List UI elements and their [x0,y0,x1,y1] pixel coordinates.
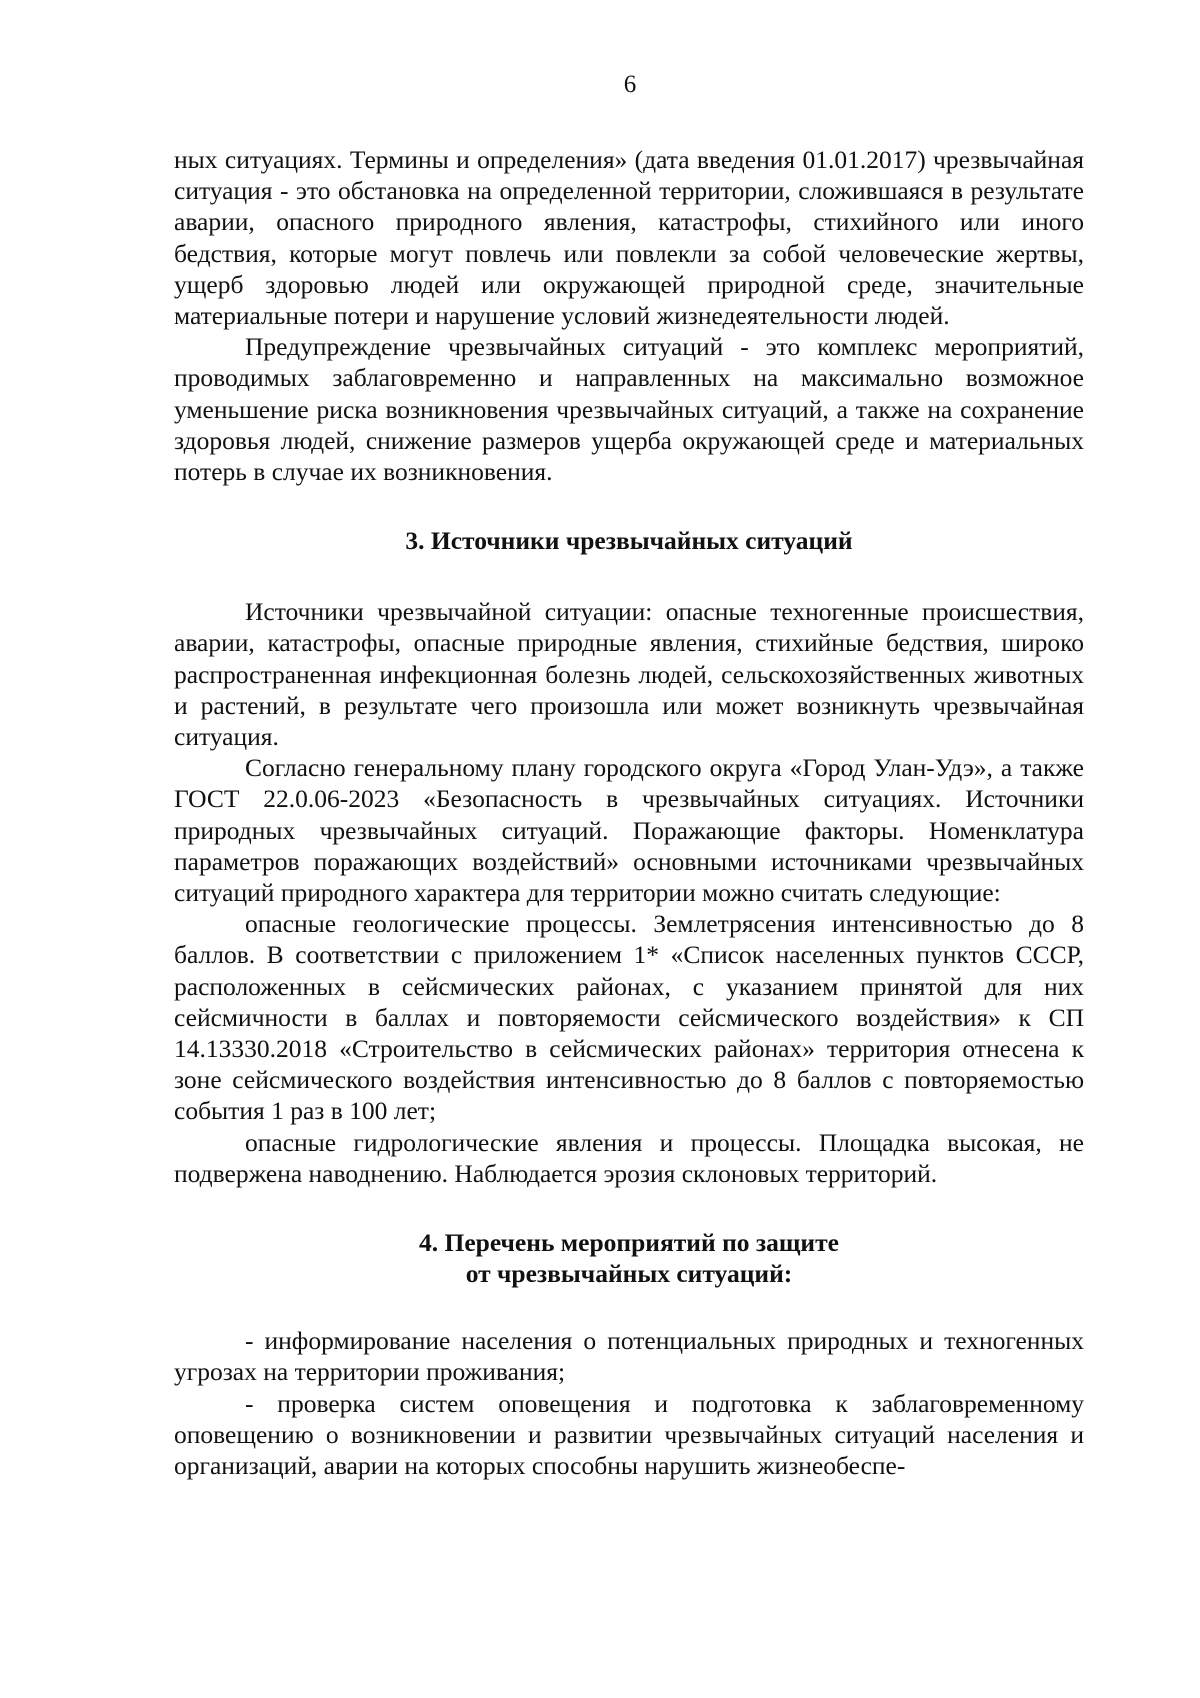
section-3-paragraph-general-plan: Согласно генеральному плану городского округа «Город Улан-Удэ», а также ГОСТ 22.0.06-2023 «Безопасность в чрезвычайных ситуациях. Источники природных чрезвычайных ситуаций. Поражающие факторы. Номенклатура параметров поражающих воздействий» основными источниками чрезвычайных ситуаций природного характера для территории можно считать следующие: [174,753,1084,908]
section-4-heading-line-1: 4. Перечень мероприятий по защите [419,1228,839,1258]
section-4-item-warning-systems: - проверка систем оповещения и подготовка к заблаговременному оповещению о возникновении и развитии чрезвычайных ситуаций населения и организаций, аварии на которых способны нарушить жизнеобеспе- [174,1388,1084,1480]
section-4-heading-line-2: от чрезвычайных ситуаций: [465,1259,793,1289]
section-4-heading [174,1227,1084,1289]
intro-paragraph-continued: ных ситуациях. Термины и определения» (дата введения 01.01.2017) чрезвычайная ситуация - это обстановка на определенной территории, сложившаяся в результате аварии, опасного природного явления, катастрофы, стихийного или иного бедствия, которые могут повлечь или повлекли за собой человеческие жертвы, ущерб здоровью людей или окружающей природной среде, значительные материальные потери и нарушение условий жизнедеятельности людей. [174,145,1084,331]
section-4-item-informing: - информирование населения о потенциальных природных и техногенных угрозах на территории проживания; [174,1326,1084,1387]
intro-paragraph-prevention: Предупреждение чрезвычайных ситуаций - это комплекс мероприятий, проводимых заблаговременно и направленных на максимально возможное уменьшение риска возникновения чрезвычайных ситуаций, а также на сохранение здоровья людей, снижение размеров ущерба окружающей среде и материальных потерь в случае их возникновения. [174,332,1084,487]
section-3-heading: 3. Источники чрезвычайных ситуаций [405,526,853,556]
section-3-paragraph-hydrological: опасные гидрологические явления и процессы. Площадка высокая, не подвержена наводнению. Наблюдается эрозия склоновых территорий. [174,1127,1084,1188]
section-3-paragraph-geological: опасные геологические процессы. Землетрясения интенсивностью до 8 баллов. В соответствии с приложением 1* «Список населенных пунктов СССР, расположенных в сейсмических районах, с указанием принятой для них сейсмичности в баллах и повторяемости сейсмического воздействия» к СП 14.13330.2018 «Строительство в сейсмических районах» территория отнесена к зоне сейсмического воздействия интенсивностью до 8 баллов с повторяемостью события 1 раз в 100 лет; [174,909,1084,1126]
page-number: 6 [623,71,637,98]
document-page [174,70,1084,1481]
section-3-paragraph-sources: Источники чрезвычайной ситуации: опасные техногенные происшествия, аварии, катастрофы, опасные природные явления, стихийные бедствия, широко распространенная инфекционная болезнь людей, сельскохозяйственных животных и растений, в результате чего произошла или может возникнуть чрезвычайная ситуация. [174,597,1084,752]
